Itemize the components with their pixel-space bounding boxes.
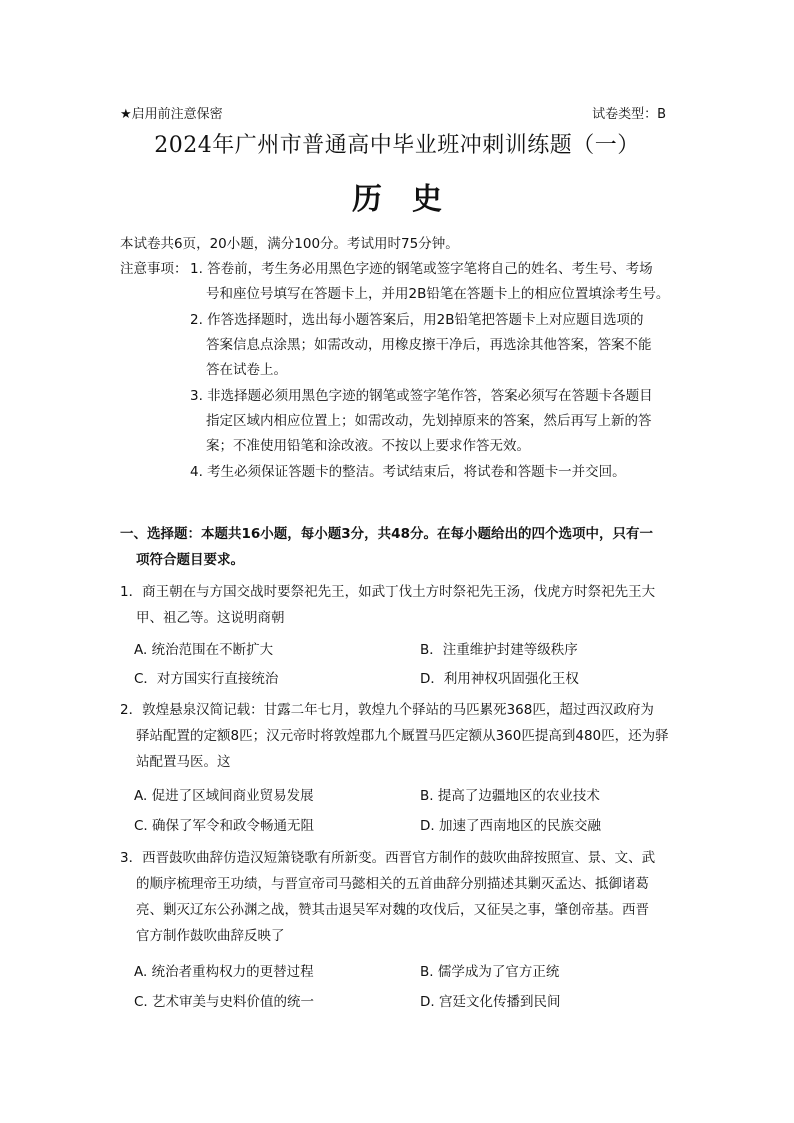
q3-option-d: D. 宫廷文化传播到民间: [420, 994, 561, 1010]
q3-line3: 亮、剿灭辽东公孙渊之战，赞其击退吴军对魏的攻伐后，又征吴之事，肇创帝基。西晋: [136, 902, 649, 918]
subject-title: 历史: [352, 182, 472, 217]
q3-option-a: A. 统治者重构权力的更替过程: [134, 964, 314, 980]
exam-title: 2024年广州市普通高中毕业班冲刺训练题（一）: [154, 133, 640, 158]
intro-text: 本试卷共6页，20小题，满分100分。考试用时75分钟。: [120, 236, 459, 252]
section-header-line1: 一、选择题：本题共16小题，每小题3分，共48分。在每小题给出的四个选项中，只有一: [120, 526, 653, 542]
note-3-line3: 案；不准使用铅笔和涂改液。不按以上要求作答无效。: [206, 438, 530, 454]
notes-label: 注意事项：: [120, 261, 188, 277]
confidential-mark: ★启用前注意保密: [120, 107, 223, 122]
note-1-line1: 1. 答卷前，考生务必用黑色字迹的钢笔或签字笔将自己的姓名、考生号、考场: [190, 261, 653, 277]
q1-option-d: D．利用神权巩固强化王权: [420, 671, 579, 687]
note-3-line1: 3. 非选择题必须用黑色字迹的钢笔或签字笔作答，答案必须写在答题卡各题目: [190, 388, 653, 404]
note-2-line1: 2. 作答选择题时，选出每小题答案后，用2B铅笔把答题卡上对应题目选项的: [190, 312, 644, 328]
q3-option-b: B. 儒学成为了官方正统: [420, 964, 560, 980]
q2-option-d: D. 加速了西南地区的民族交融: [420, 818, 601, 834]
q2-line3: 站配置马医。这: [136, 754, 231, 770]
section-header-line2: 项符合题目要求。: [136, 552, 244, 568]
note-3-line2: 指定区域内相应位置上；如需改动，先划掉原来的答案，然后再写上新的答: [206, 413, 652, 429]
q2-option-b: B. 提高了边疆地区的农业技术: [420, 788, 600, 804]
q1-option-a: A. 统治范围在不断扩大: [134, 642, 274, 658]
q3-line2: 的顺序梳理帝王功绩，与晋宣帝司马懿相关的五首曲辞分别描述其剿灭孟达、抵御诸葛: [136, 876, 649, 892]
q3-line4: 官方制作鼓吹曲辞反映了: [136, 928, 285, 944]
q2-option-a: A. 促进了区域间商业贸易发展: [134, 788, 314, 804]
q1-line1: 1．商王朝在与方国交战时要祭祀先王，如武丁伐土方时祭祀先王汤，伐虎方时祭祀先王大: [120, 584, 656, 600]
note-1-line2: 号和座位号填写在答题卡上，并用2B铅笔在答题卡上的相应位置填涂考生号。: [206, 286, 670, 302]
q1-option-c: C．对方国实行直接统治: [134, 671, 279, 687]
q2-option-c: C. 确保了军令和政令畅通无阻: [134, 818, 315, 834]
q1-option-b: B．注重维护封建等级秩序: [420, 642, 578, 658]
top-row: [120, 103, 666, 123]
note-2-line3: 答在试卷上。: [206, 362, 287, 378]
q1-line2: 甲、祖乙等。这说明商朝: [136, 610, 285, 626]
paper-type: 试卷类型：B: [592, 107, 666, 122]
note-4-line1: 4. 考生必须保证答题卡的整洁。考试结束后，将试卷和答题卡一并交回。: [190, 464, 626, 480]
q3-line1: 3．西晋鼓吹曲辞仿造汉短箫铙歌有所新变。西晋官方制作的鼓吹曲辞按照宣、景、文、武: [120, 850, 656, 866]
note-2-line2: 答案信息点涂黑；如需改动，用橡皮擦干净后，再选涂其他答案，答案不能: [206, 337, 652, 353]
q2-line1: 2．敦煌悬泉汉简记载：甘露二年七月，敦煌九个驿站的马匹累死368匹，超过西汉政府为: [120, 702, 654, 718]
q3-option-c: C. 艺术审美与史料价值的统一: [134, 994, 315, 1010]
q2-line2: 驿站配置的定额8匹；汉元帝时将敦煌郡九个厩置马匹定额从360匹提高到480匹，还为驿: [136, 728, 669, 744]
